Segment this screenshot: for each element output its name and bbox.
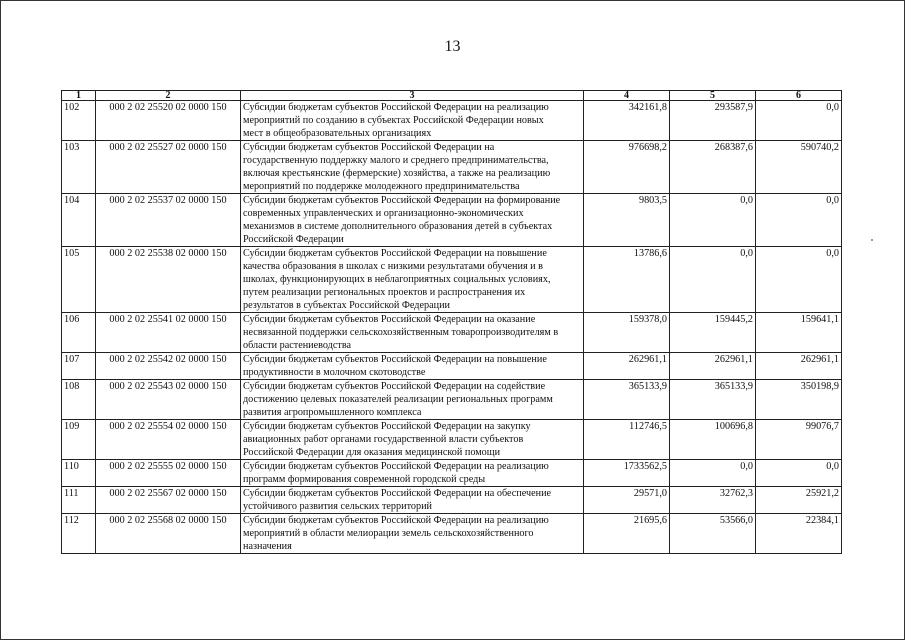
description-line: включая крестьянские (фермерские) хозяйства, а также на реализацию: [243, 168, 551, 179]
row-description: [241, 353, 584, 380]
header-col-2: 2: [96, 91, 241, 101]
amount-col-6: 99076,7: [756, 420, 842, 460]
amount-col-6: 0,0: [756, 194, 842, 247]
row-description: [241, 101, 584, 141]
row-number: 112: [62, 514, 96, 554]
description-line: государственную поддержку малого и среднего предпринимательства,: [243, 155, 549, 166]
amount-col-5: 268387,6: [670, 141, 756, 194]
description-line: Субсидии бюджетам субъектов Российской Федерации на закупку: [243, 421, 531, 432]
row-number: 102: [62, 101, 96, 141]
description-line: Субсидии бюджетам субъектов Российской Федерации на повышение: [243, 354, 547, 365]
description-line: программ формирования современной городской среды: [243, 474, 486, 485]
header-col-3: 3: [241, 91, 584, 101]
amount-col-6: 159641,1: [756, 313, 842, 353]
header-col-5: 5: [670, 91, 756, 101]
header-col-4: 4: [584, 91, 670, 101]
amount-col-5: 365133,9: [670, 380, 756, 420]
row-number: 110: [62, 460, 96, 487]
table-row: [62, 141, 842, 194]
amount-col-5: 159445,2: [670, 313, 756, 353]
description-line: мест в общеобразовательных организациях: [243, 128, 432, 139]
row-description: [241, 313, 584, 353]
description-line: Субсидии бюджетам субъектов Российской Федерации на реализацию: [243, 102, 549, 113]
description-line: достижению целевых показателей реализации региональных программ: [243, 394, 553, 405]
amount-col-5: 32762,3: [670, 487, 756, 514]
amount-col-6: 0,0: [756, 247, 842, 313]
amount-col-6: 590740,2: [756, 141, 842, 194]
description-line: мероприятий в области мелиорации земель сельскохозяйственного: [243, 528, 534, 539]
description-line: современных управленческих и организационно-экономических: [243, 208, 524, 219]
amount-col-5: 53566,0: [670, 514, 756, 554]
description-line: авиационных работ органами государственной власти субъектов: [243, 434, 524, 445]
description-line: несвязанной поддержки сельскохозяйственным товаропроизводителям в: [243, 327, 559, 338]
budget-code: 000 2 02 25555 02 0000 150: [96, 460, 241, 487]
table-row: [62, 487, 842, 514]
description-line: Субсидии бюджетам субъектов Российской Федерации на реализацию: [243, 515, 549, 526]
amount-col-6: 22384,1: [756, 514, 842, 554]
header-col-1: 1: [62, 91, 96, 101]
description-line: путем реализации региональных проектов и распространения их: [243, 287, 526, 298]
description-line: качества образования в школах с низкими результатами обучения и в: [243, 261, 543, 272]
row-description: [241, 247, 584, 313]
amount-col-5: 293587,9: [670, 101, 756, 141]
description-line: школах, функционирующих в неблагоприятных социальных условиях,: [243, 274, 551, 285]
row-number: 104: [62, 194, 96, 247]
amount-col-4: 29571,0: [584, 487, 670, 514]
description-line: продуктивности в молочном скотоводстве: [243, 367, 426, 378]
amount-col-4: 21695,6: [584, 514, 670, 554]
row-number: 107: [62, 353, 96, 380]
scan-speck: [871, 239, 873, 241]
amount-col-6: 0,0: [756, 101, 842, 141]
amount-col-4: 112746,5: [584, 420, 670, 460]
row-description: [241, 487, 584, 514]
header-col-6: 6: [756, 91, 842, 101]
amount-col-5: 262961,1: [670, 353, 756, 380]
description-line: Субсидии бюджетам субъектов Российской Федерации на формирование: [243, 195, 561, 206]
description-line: назначения: [243, 541, 292, 552]
amount-col-4: 13786,6: [584, 247, 670, 313]
row-number: 109: [62, 420, 96, 460]
row-description: [241, 194, 584, 247]
amount-col-4: 976698,2: [584, 141, 670, 194]
table-row: [62, 514, 842, 554]
description-line: Субсидии бюджетам субъектов Российской Федерации на реализацию: [243, 461, 549, 472]
amount-col-6: 25921,2: [756, 487, 842, 514]
row-description: [241, 420, 584, 460]
budget-code: 000 2 02 25568 02 0000 150: [96, 514, 241, 554]
row-number: 103: [62, 141, 96, 194]
description-line: Субсидии бюджетам субъектов Российской Федерации на содействие: [243, 381, 546, 392]
budget-code: 000 2 02 25542 02 0000 150: [96, 353, 241, 380]
amount-col-4: 9803,5: [584, 194, 670, 247]
amount-col-4: 159378,0: [584, 313, 670, 353]
amount-col-5: 0,0: [670, 460, 756, 487]
budget-code: 000 2 02 25543 02 0000 150: [96, 380, 241, 420]
amount-col-6: 350198,9: [756, 380, 842, 420]
table-row: [62, 101, 842, 141]
header-row: [62, 91, 842, 101]
budget-table: [61, 90, 842, 554]
budget-code: 000 2 02 25541 02 0000 150: [96, 313, 241, 353]
description-line: результатов в субъектах Российской Федерации: [243, 300, 450, 311]
amount-col-5: 0,0: [670, 194, 756, 247]
description-line: Российской Федерации для оказания медицинской помощи: [243, 447, 501, 458]
table-row: [62, 460, 842, 487]
table-row: [62, 353, 842, 380]
budget-code: 000 2 02 25527 02 0000 150: [96, 141, 241, 194]
description-line: Российской Федерации: [243, 234, 344, 245]
row-description: [241, 514, 584, 554]
description-line: устойчивого развития сельских территорий: [243, 501, 432, 512]
table-row: [62, 313, 842, 353]
row-number: 108: [62, 380, 96, 420]
page-number: 13: [444, 38, 461, 55]
budget-code: 000 2 02 25520 02 0000 150: [96, 101, 241, 141]
budget-code: 000 2 02 25538 02 0000 150: [96, 247, 241, 313]
row-description: [241, 380, 584, 420]
description-line: Субсидии бюджетам субъектов Российской Федерации на обеспечение: [243, 488, 552, 499]
row-description: [241, 141, 584, 194]
row-number: 105: [62, 247, 96, 313]
budget-code: 000 2 02 25554 02 0000 150: [96, 420, 241, 460]
description-line: Субсидии бюджетам субъектов Российской Федерации на оказание: [243, 314, 536, 325]
table-row: [62, 380, 842, 420]
description-line: механизмов в системе дополнительного образования детей в субъектах: [243, 221, 553, 232]
row-description: [241, 460, 584, 487]
amount-col-5: 0,0: [670, 247, 756, 313]
table-row: [62, 247, 842, 313]
budget-code: 000 2 02 25537 02 0000 150: [96, 194, 241, 247]
table-row: [62, 194, 842, 247]
row-number: 111: [62, 487, 96, 514]
description-line: области растениеводства: [243, 340, 352, 351]
description-line: мероприятий по созданию в субъектах Российской Федерации новых: [243, 115, 544, 126]
table-body: [62, 101, 842, 554]
amount-col-6: 0,0: [756, 460, 842, 487]
row-number: 106: [62, 313, 96, 353]
amount-col-4: 1733562,5: [584, 460, 670, 487]
amount-col-4: 342161,8: [584, 101, 670, 141]
description-line: Субсидии бюджетам субъектов Российской Федерации на повышение: [243, 248, 547, 259]
amount-col-4: 262961,1: [584, 353, 670, 380]
description-line: мероприятий по поддержке молодежного предпринимательства: [243, 181, 520, 192]
amount-col-6: 262961,1: [756, 353, 842, 380]
amount-col-5: 100696,8: [670, 420, 756, 460]
budget-code: 000 2 02 25567 02 0000 150: [96, 487, 241, 514]
description-line: развития агропромышленного комплекса: [243, 407, 422, 418]
description-line: Субсидии бюджетам субъектов Российской Федерации на: [243, 142, 495, 153]
amount-col-4: 365133,9: [584, 380, 670, 420]
table-row: [62, 420, 842, 460]
